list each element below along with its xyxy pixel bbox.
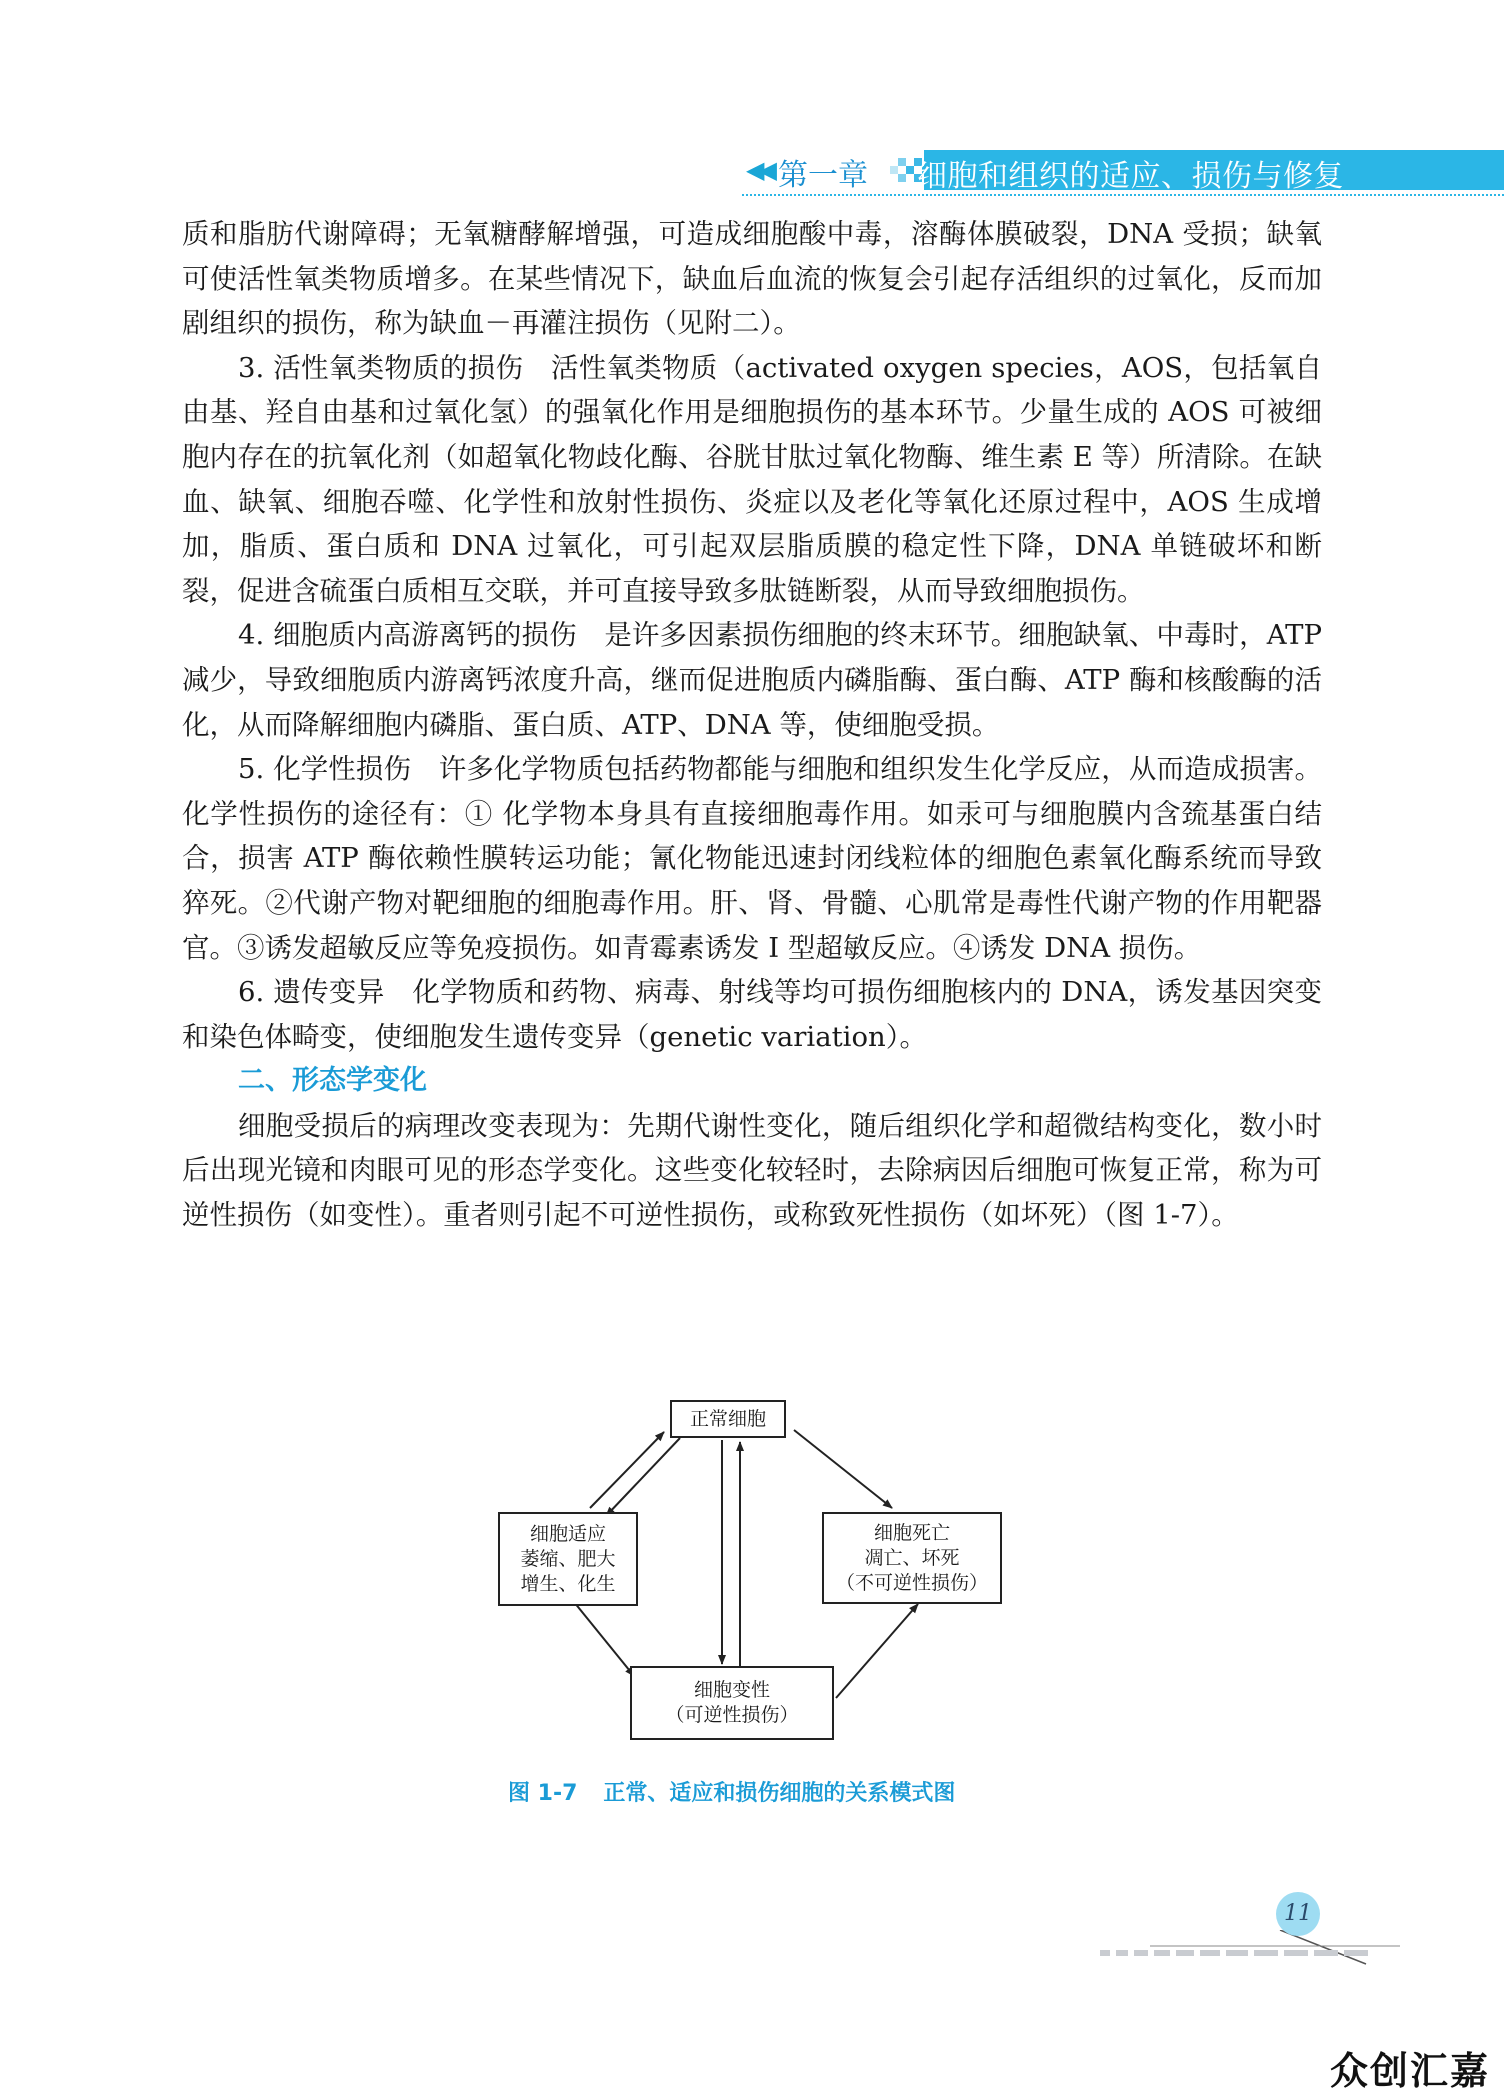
- figure-caption: [508, 1776, 955, 1807]
- figure-number: 图 1-7: [508, 1781, 578, 1806]
- paragraph-genetic-variation: 6. 遗传变异 化学物质和药物、病毒、射线等均可损伤细胞核内的 DNA，诱发基因突变和染色体畸变，使细胞发生遗传变异（genetic variation）。: [182, 976, 1322, 1053]
- footer-decoration: [1100, 1930, 1400, 1970]
- paragraph-chemical-injury: 5. 化学性损伤 许多化学物质包括药物都能与细胞和组织发生化学反应，从而造成损害。化学性损伤的途径有：① 化学物本身具有直接细胞毒作用。如汞可与细胞膜内含巯基蛋白结合，损害 ATP 酶依赖性膜转运功能；氰化物能迅速封闭线粒体的细胞色素氧化酶系统而导致猝死。②代谢产物对靶细胞的细胞毒作用。肝、肾、骨髓、心肌常是毒性代谢产物的作用靶器官。③诱发超敏反应等免疫损伤。如青霉素诱发 Ⅰ 型超敏反应。④诱发 DNA 损伤。: [182, 753, 1322, 964]
- figure-caption-text: 正常、适应和损伤细胞的关系模式图: [603, 1781, 956, 1806]
- section-heading: 二、形态学变化: [238, 1065, 427, 1097]
- arrow-normal-to-death: [794, 1430, 892, 1508]
- running-header: [742, 148, 1504, 192]
- adaptation-line-2: 萎缩、肥大: [520, 1547, 616, 1570]
- paragraph-continuation: 质和脂肪代谢障碍；无氧糖酵解增强，可造成细胞酸中毒，溶酶体膜破裂，DNA 受损；缺氧可使活性氧类物质增多。在某些情况下，缺血后血流的恢复会引起存活组织的过氧化，反而加剧组织的损伤，称为缺血－再灌注损伤（见附二）。: [182, 218, 1322, 340]
- paragraph-aos-injury: 3. 活性氧类物质的损伤 活性氧类物质（activated oxygen species，AOS，包括氧自由基、羟自由基和过氧化氢）的强氧化作用是细胞损伤的基本环节。少量生成的 AOS 可被细胞内存在的抗氧化剂（如超氧化物歧化酶、谷胱甘肽过氧化物酶、维生素 E 等）所清除。在缺血、缺氧、细胞吞噬、化学性和放射性损伤、炎症以及老化等氧化还原过程中，AOS 生成增加，脂质、蛋白质和 DNA 过氧化，可引起双层脂质膜的稳定性下降，DNA 单链破坏和断裂，促进含硫蛋白质相互交联，并可直接导致多肽链断裂，从而导致细胞损伤。: [182, 351, 1322, 607]
- arrow-normal-to-adapt: [606, 1438, 680, 1516]
- paragraph-calcium-injury: 4. 细胞质内高游离钙的损伤 是许多因素损伤细胞的终末环节。细胞缺氧、中毒时，ATP 减少，导致细胞质内游离钙浓度升高，继而促进胞质内磷脂酶、蛋白酶、ATP 酶和核酸酶的活化，从而降解细胞内磷脂、蛋白质、ATP、DNA 等，使细胞受损。: [182, 619, 1322, 741]
- degeneration-line-2: （可逆性损伤）: [665, 1704, 799, 1726]
- box-cell-degeneration: [630, 1666, 834, 1740]
- death-line-2: 凋亡、坏死: [864, 1546, 960, 1569]
- watermark-text: 众创汇嘉: [1330, 2049, 1491, 2093]
- header-divider: [742, 194, 1504, 196]
- page-number: 11: [1276, 1892, 1320, 1936]
- double-left-arrow-icon: ◀◀: [746, 156, 771, 184]
- arrow-degeneration-to-death: [836, 1604, 918, 1698]
- adaptation-title: 细胞适应: [529, 1522, 606, 1545]
- box-cell-adaptation: [498, 1512, 638, 1606]
- body-text: [182, 212, 1322, 1238]
- normal-cell-label: 正常细胞: [689, 1407, 766, 1430]
- box-cell-death: [822, 1512, 1002, 1604]
- death-line-3: （不可逆性损伤）: [835, 1571, 988, 1594]
- box-normal-cell: [670, 1400, 786, 1438]
- death-title: 细胞死亡: [873, 1521, 950, 1544]
- adaptation-line-3: 增生、化生: [520, 1572, 616, 1595]
- arrow-adapt-to-degeneration: [574, 1602, 634, 1676]
- degeneration-title: 细胞变性: [693, 1679, 770, 1701]
- arrow-adapt-to-normal: [590, 1432, 664, 1508]
- cell-relationship-diagram: [494, 1400, 1006, 1746]
- chapter-label: 第一章: [778, 158, 868, 193]
- paragraph-morphology: 细胞受损后的病理改变表现为：先期代谢性变化，随后组织化学和超微结构变化，数小时后出现光镜和肉眼可见的形态学变化。这些变化较轻时，去除病因后细胞可恢复正常，称为可逆性损伤（如变性）。重者则引起不可逆性损伤，或称致死性损伤（如坏死）（图 1-7）。: [182, 1109, 1322, 1232]
- chapter-title: 细胞和组织的适应、损伤与修复: [917, 159, 1344, 194]
